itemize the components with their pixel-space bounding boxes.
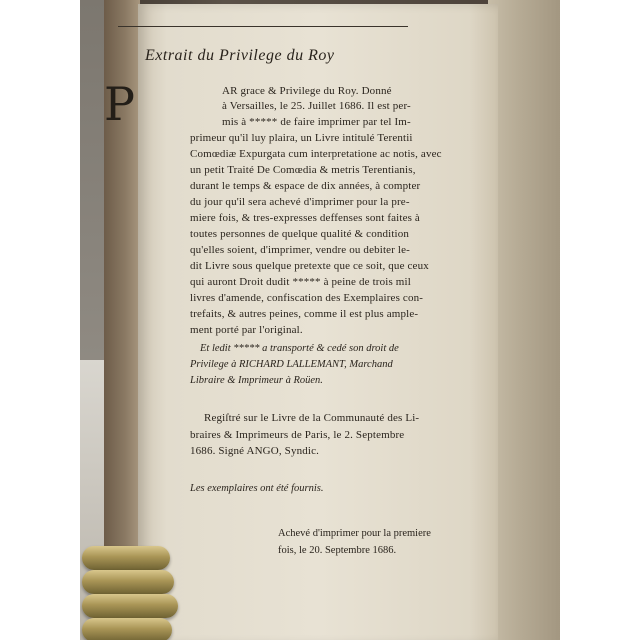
- text-line: braires & Imprimeurs de Paris, le 2. Septembre: [190, 429, 405, 441]
- holder-finger: [82, 618, 172, 640]
- drop-cap: P: [104, 77, 135, 131]
- text-line: primeur qu'il luy plaira, un Livre intitulé Terentii: [190, 132, 413, 144]
- text-line: durant le temps & espace de dix années, à compter: [190, 180, 421, 192]
- header-rule: [118, 26, 408, 27]
- text-line: du jour qu'il sera achevé d'imprimer pour la pre-: [190, 196, 410, 208]
- text-line: 1686. Signé ANGO, Syndic.: [190, 445, 320, 457]
- text-line: Regiſtré sur le Livre de la Communauté des Li-: [204, 412, 420, 424]
- brass-page-holder: [80, 544, 180, 640]
- text-line: miere fois, & tres-expresses deffenses sont faites à: [190, 212, 420, 224]
- text-line: livres d'amende, confiscation des Exemplaires con-: [190, 292, 424, 304]
- page-title: Extrait du Privilege du Roy: [145, 47, 335, 64]
- text-line: AR grace & Privilege du Roy. Donné: [222, 85, 392, 97]
- text-line: trefaits, & autres peines, comme il est plus ample-: [190, 308, 419, 320]
- text-line: qui auront Droit dudit ***** à peine de trois mil: [190, 276, 411, 288]
- text-line: Privilege à RICHARD LALLEMANT, Marchand: [190, 359, 393, 370]
- text-line: mis à ***** de faire imprimer par tel Im-: [222, 116, 411, 128]
- text-line: dit Livre sous quelque pretexte que ce soit, que ceux: [190, 260, 429, 272]
- text-line: Comœdiæ Expurgata cum interpretatione ac notis, avec: [190, 148, 442, 160]
- text-line: qu'elles soient, d'imprimer, vendre ou debiter le-: [190, 244, 410, 256]
- text-line: Libraire & Imprimeur à Roüen.: [190, 375, 323, 386]
- holder-finger: [82, 594, 178, 618]
- text-line: toutes personnes de quelque qualité & condition: [190, 228, 410, 240]
- text-line: fois, le 20. Septembre 1686.: [278, 545, 397, 556]
- holder-finger: [82, 546, 170, 570]
- text-line: Achevé d'imprimer pour la premiere: [278, 528, 431, 539]
- exemplaires-note: Les exemplaires ont été fournis.: [190, 483, 324, 494]
- text-line: un petit Traité De Comœdia & metris Terentianis,: [190, 164, 416, 176]
- holder-finger: [82, 570, 174, 594]
- text-line: Et ledit ***** a transporté & cedé son droit de: [200, 343, 399, 354]
- text-line: ment porté par l'original.: [190, 324, 303, 336]
- text-line: à Versailles, le 25. Juillet 1686. Il est per-: [222, 100, 411, 112]
- book-facing-page: [488, 0, 560, 640]
